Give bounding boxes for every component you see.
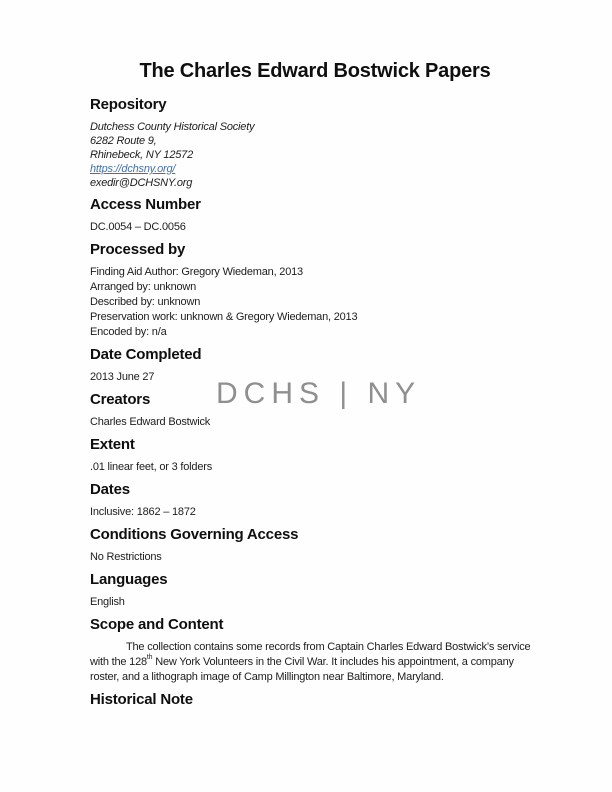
- access-number-heading: Access Number: [90, 196, 201, 213]
- repository-address-block: [90, 120, 540, 190]
- creators-heading: Creators: [90, 391, 151, 408]
- scope-paragraph: [90, 640, 540, 685]
- repository-email: exedir@DCHSNY.org: [90, 177, 193, 189]
- repository-organization: Dutchess County Historical Society: [90, 121, 255, 133]
- languages-heading: Languages: [90, 571, 168, 588]
- repository-city-state-zip: Rhinebeck, NY 12572: [90, 149, 194, 161]
- section-access-number: [90, 195, 540, 235]
- processed-by-author: Finding Aid Author: Gregory Wiedeman, 2013: [90, 266, 303, 278]
- extent-value: .01 linear feet, or 3 folders: [90, 461, 212, 473]
- languages-value: English: [90, 596, 125, 608]
- processed-by-heading: Processed by: [90, 241, 186, 258]
- dates-heading: Dates: [90, 481, 130, 498]
- creators-value: Charles Edward Bostwick: [90, 416, 211, 428]
- section-historical-note: [90, 690, 540, 709]
- repository-street: 6282 Route 9,: [90, 135, 157, 147]
- historical-note-heading: Historical Note: [90, 691, 193, 708]
- processed-by-described: Described by: unknown: [90, 296, 201, 308]
- scope-paragraph-start: The collection contains some records from Captain Charles Edward Bostwick’s service with the 128: [90, 641, 531, 668]
- section-processed-by: [90, 240, 540, 340]
- section-languages: [90, 570, 540, 610]
- scope-heading: Scope and Content: [90, 616, 224, 633]
- extent-heading: Extent: [90, 436, 135, 453]
- section-date-completed: [90, 345, 540, 385]
- repository-website-link[interactable]: https://dchsny.org/: [90, 163, 176, 175]
- scope-paragraph-end: New York Volunteers in the Civil War. It includes his appointment, a company roster, and a lithograph image of Camp Millington near Baltimore, Maryland.: [90, 656, 514, 683]
- processed-by-arranged: Arranged by: unknown: [90, 281, 197, 293]
- date-completed-value: 2013 June 27: [90, 371, 155, 383]
- section-scope-and-content: [90, 615, 540, 685]
- conditions-heading: Conditions Governing Access: [90, 526, 299, 543]
- section-repository: [90, 95, 540, 190]
- section-conditions-governing-access: [90, 525, 540, 565]
- page-title: The Charles Edward Bostwick Papers: [139, 60, 491, 82]
- processed-by-encoded: Encoded by: n/a: [90, 326, 167, 338]
- section-dates: [90, 480, 540, 520]
- processed-by-preservation: Preservation work: unknown & Gregory Wiedeman, 2013: [90, 311, 358, 323]
- access-number-value: DC.0054 – DC.0056: [90, 221, 186, 233]
- scope-paragraph-ordinal: th: [146, 654, 153, 662]
- dates-value: Inclusive: 1862 – 1872: [90, 506, 196, 518]
- section-extent: [90, 435, 540, 475]
- repository-heading: Repository: [90, 96, 167, 113]
- repository-website-line: [90, 162, 540, 176]
- section-creators: [90, 390, 540, 430]
- conditions-value: No Restrictions: [90, 551, 162, 563]
- dchs-watermark: DCHS | NY: [216, 377, 422, 410]
- date-completed-heading: Date Completed: [90, 346, 202, 363]
